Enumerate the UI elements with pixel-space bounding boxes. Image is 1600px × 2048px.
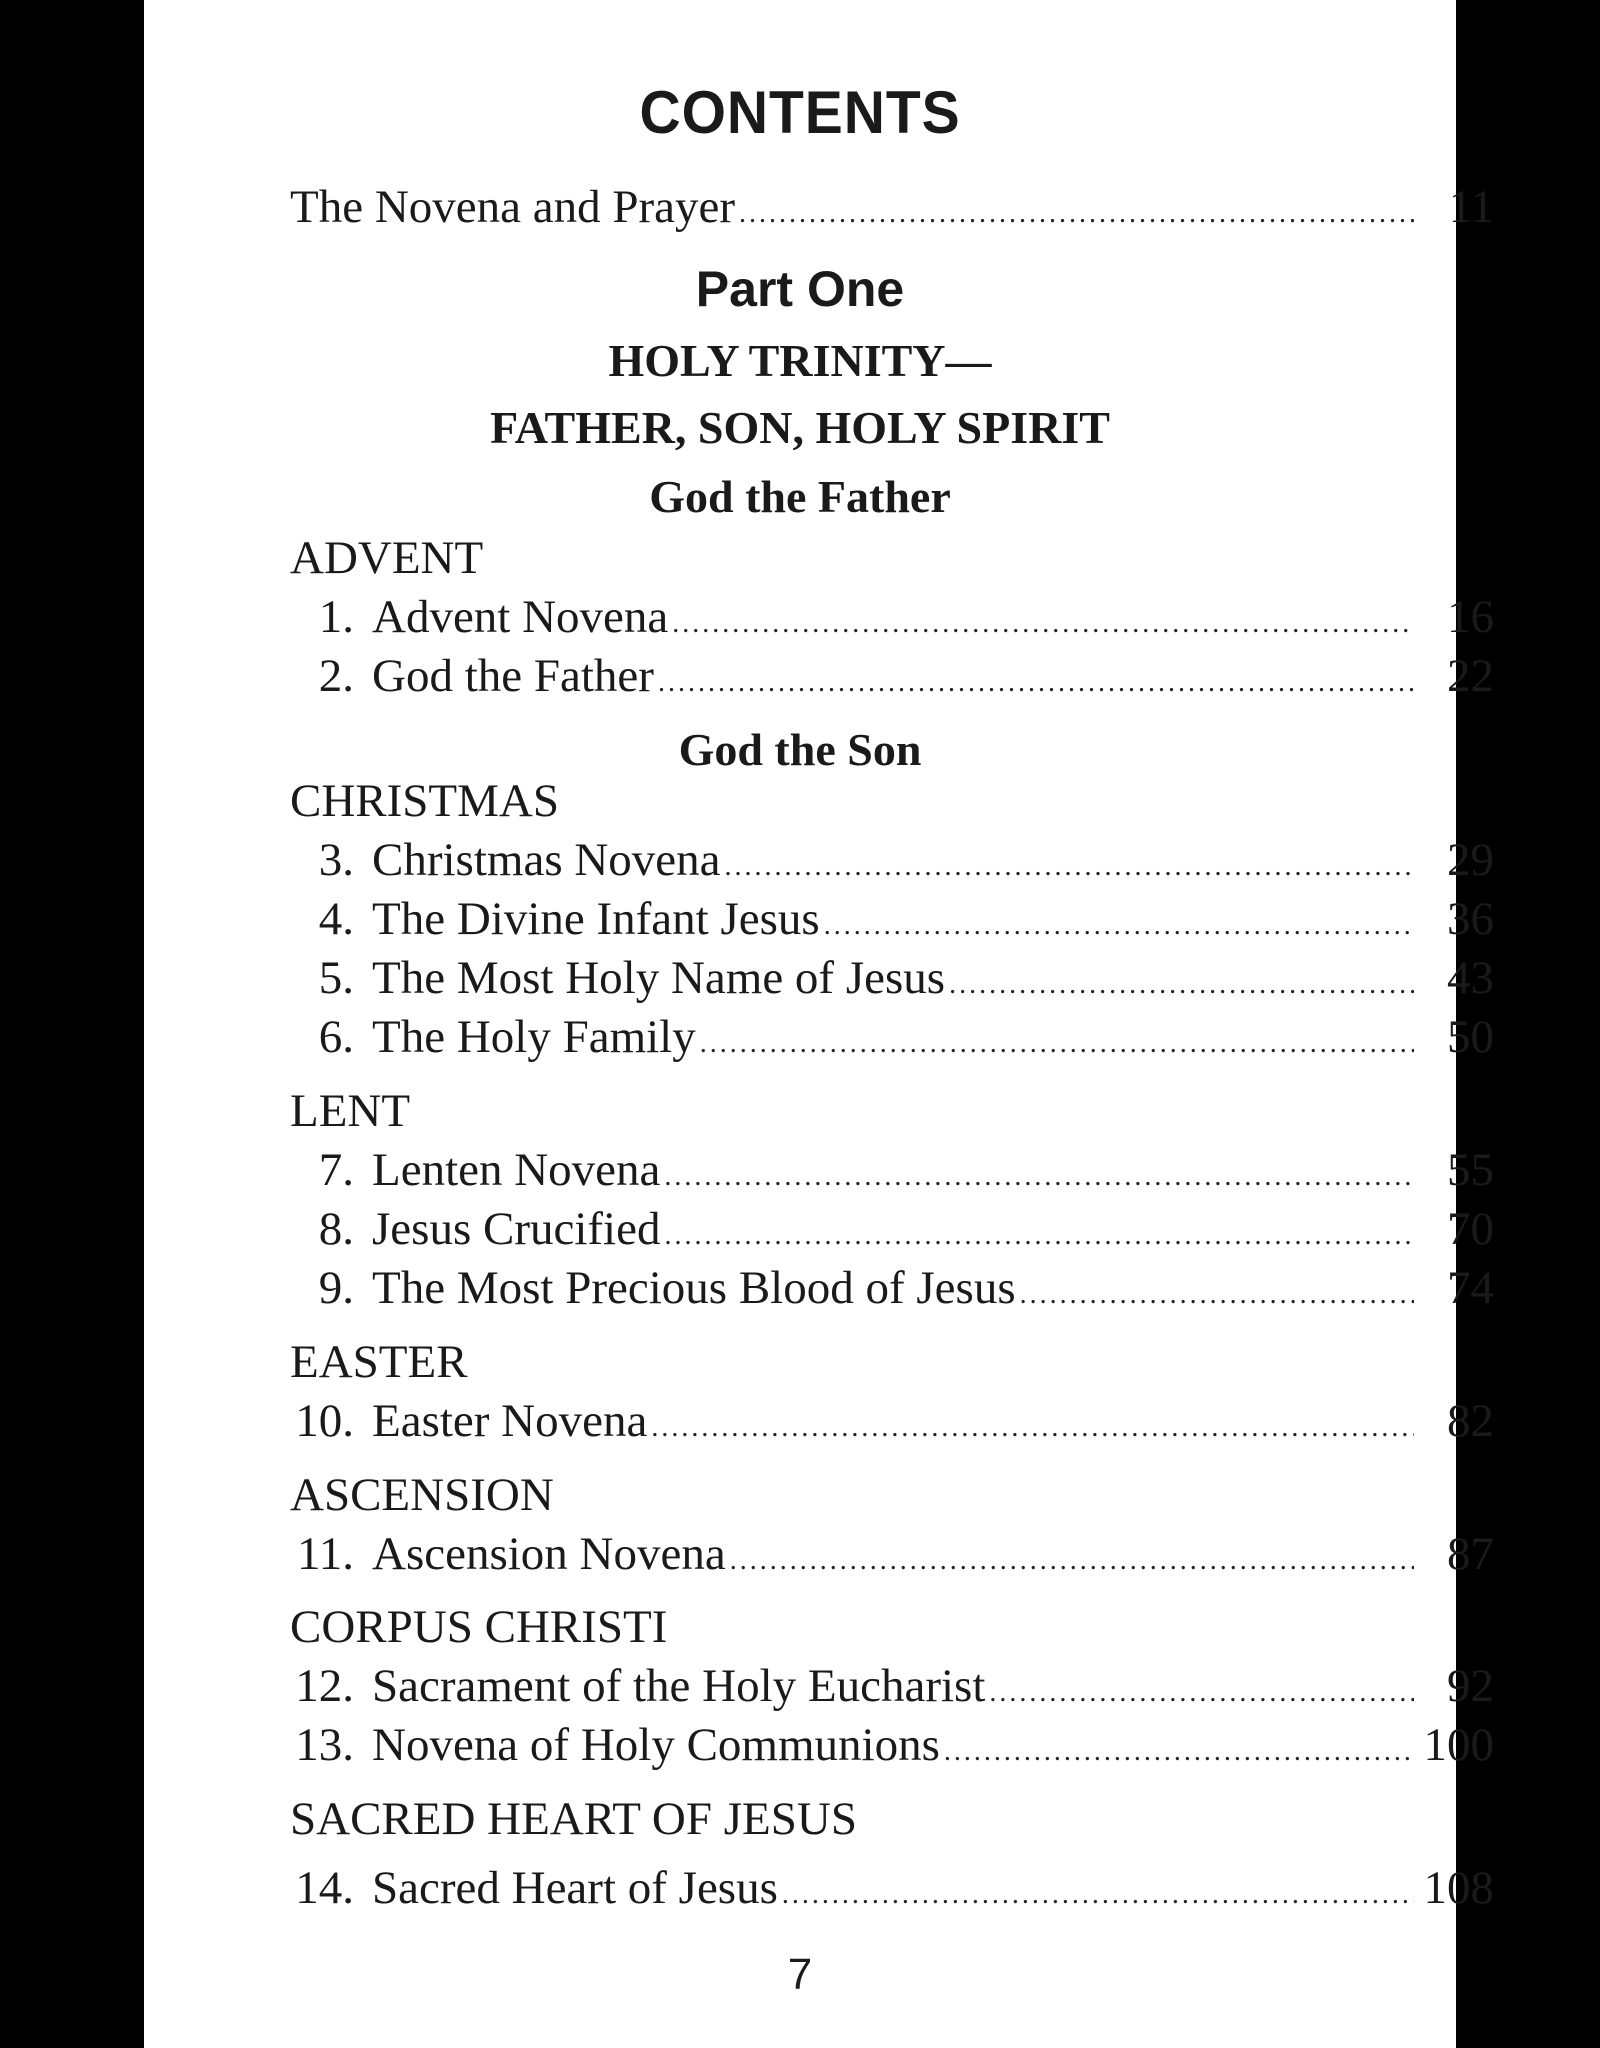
entry-page: 50 bbox=[1447, 1011, 1494, 1063]
toc-entry[interactable] bbox=[290, 1395, 1494, 1447]
entry-title: Easter Novena bbox=[372, 1395, 648, 1447]
entry-page: 43 bbox=[1447, 952, 1494, 1004]
entry-number: 3. bbox=[318, 834, 354, 886]
dot-leader bbox=[949, 959, 1414, 1011]
entry-title: Sacred Heart of Jesus bbox=[372, 1862, 778, 1914]
entry-title: The Holy Family bbox=[372, 1011, 696, 1063]
group-label-christmas: CHRISTMAS bbox=[290, 775, 560, 827]
dot-leader bbox=[664, 1151, 1414, 1203]
section-heading-line2: FATHER, SON, HOLY SPIRIT bbox=[490, 402, 1110, 453]
entry-number: 13. bbox=[295, 1719, 354, 1771]
entry-title: The Divine Infant Jesus bbox=[372, 893, 820, 945]
dot-leader bbox=[700, 1018, 1414, 1070]
toc-entry[interactable] bbox=[290, 952, 1494, 1004]
dot-leader bbox=[664, 1210, 1414, 1262]
section-heading-line1: HOLY TRINITY— bbox=[608, 335, 992, 386]
entry-page: 36 bbox=[1447, 893, 1494, 945]
entry-page: 87 bbox=[1447, 1528, 1494, 1580]
entry-title: Ascension Novena bbox=[372, 1528, 726, 1580]
entry-page: 108 bbox=[1423, 1862, 1494, 1914]
entry-title: Christmas Novena bbox=[372, 834, 721, 886]
entry-number: 4. bbox=[318, 893, 354, 945]
entry-number: 8. bbox=[318, 1203, 354, 1255]
toc-entry[interactable] bbox=[290, 893, 1494, 945]
subsection-heading-father: God the Father bbox=[649, 471, 951, 522]
toc-entry[interactable] bbox=[290, 1862, 1494, 1914]
toc-entry[interactable] bbox=[290, 834, 1494, 886]
dot-leader bbox=[730, 1535, 1414, 1587]
group-label-easter: EASTER bbox=[290, 1336, 468, 1388]
group-label-corpus-christi: CORPUS CHRISTI bbox=[290, 1601, 668, 1653]
entry-number: 2. bbox=[318, 650, 354, 702]
entry-page: 100 bbox=[1423, 1719, 1494, 1771]
toc-entry[interactable] bbox=[290, 591, 1494, 643]
group-label-advent: ADVENT bbox=[290, 532, 484, 584]
entry-page: 92 bbox=[1447, 1660, 1494, 1712]
entry-page: 74 bbox=[1447, 1262, 1494, 1314]
toc-entry[interactable] bbox=[290, 1660, 1494, 1712]
entry-title: Lenten Novena bbox=[372, 1144, 661, 1196]
entry-title: God the Father bbox=[372, 650, 654, 702]
entry-number: 12. bbox=[295, 1660, 354, 1712]
entry-number: 6. bbox=[318, 1011, 354, 1063]
toc-entry-intro[interactable] bbox=[290, 181, 1494, 233]
dot-leader bbox=[739, 188, 1414, 240]
entry-number: 5. bbox=[318, 952, 354, 1004]
dot-leader bbox=[651, 1402, 1414, 1454]
subsection-heading-son: God the Son bbox=[678, 724, 922, 775]
entry-title: The Novena and Prayer bbox=[290, 181, 736, 233]
entry-number: 14. bbox=[295, 1862, 354, 1914]
page-number: 7 bbox=[787, 1950, 813, 1999]
entry-number: 7. bbox=[318, 1144, 354, 1196]
entry-title: Sacrament of the Holy Eucharist bbox=[372, 1660, 986, 1712]
dot-leader bbox=[725, 841, 1414, 893]
part-heading: Part One bbox=[695, 261, 905, 317]
entry-number: 1. bbox=[318, 591, 354, 643]
entry-page: 16 bbox=[1447, 591, 1494, 643]
entry-page: 82 bbox=[1447, 1395, 1494, 1447]
entry-page: 55 bbox=[1447, 1144, 1494, 1196]
toc-entry[interactable] bbox=[290, 1203, 1494, 1255]
dot-leader bbox=[782, 1869, 1414, 1921]
toc-entry[interactable] bbox=[290, 1144, 1494, 1196]
dot-leader bbox=[672, 598, 1414, 650]
book-page bbox=[144, 0, 1494, 2048]
entry-title: Advent Novena bbox=[372, 591, 669, 643]
dot-leader bbox=[944, 1726, 1414, 1778]
entry-page: 22 bbox=[1447, 650, 1494, 702]
toc-entry[interactable] bbox=[290, 1528, 1494, 1580]
toc-entry[interactable] bbox=[290, 1011, 1494, 1063]
entry-number: 11. bbox=[296, 1528, 354, 1580]
dot-leader bbox=[989, 1667, 1414, 1719]
entry-title: The Most Precious Blood of Jesus bbox=[372, 1262, 1016, 1314]
entry-title: The Most Holy Name of Jesus bbox=[372, 952, 946, 1004]
toc-entry[interactable] bbox=[290, 1262, 1494, 1314]
entry-page: 70 bbox=[1447, 1203, 1494, 1255]
entry-title: Jesus Crucified bbox=[372, 1203, 661, 1255]
entry-number: 10. bbox=[295, 1395, 354, 1447]
entry-page: 11 bbox=[1448, 181, 1494, 233]
entry-number: 9. bbox=[318, 1262, 354, 1314]
group-label-ascension: ASCENSION bbox=[290, 1469, 554, 1521]
dot-leader bbox=[658, 657, 1414, 709]
dot-leader bbox=[1020, 1269, 1414, 1321]
page-title: CONTENTS bbox=[639, 79, 961, 146]
group-label-sacred-heart: SACRED HEART OF JESUS bbox=[290, 1793, 857, 1845]
entry-page: 29 bbox=[1447, 834, 1494, 886]
group-label-lent: LENT bbox=[290, 1085, 411, 1137]
entry-title: Novena of Holy Communions bbox=[372, 1719, 940, 1771]
toc-entry[interactable] bbox=[290, 650, 1494, 702]
dot-leader bbox=[824, 900, 1414, 952]
toc-entry[interactable] bbox=[290, 1719, 1494, 1771]
